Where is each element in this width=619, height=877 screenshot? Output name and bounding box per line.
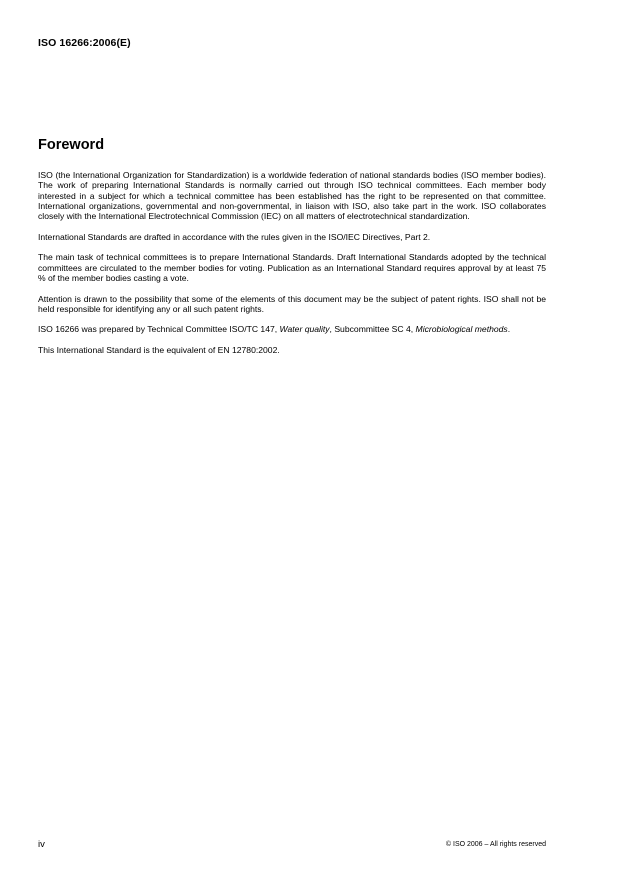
- page-title: Foreword: [38, 137, 105, 153]
- paragraph-prepared-by: [38, 324, 546, 334]
- paragraph-technical-committees: The main task of technical committees is to prepare International Standards. Draft International Standards adopted by the technical committees are circulated to the member bodies for voting. Publication as an International Standard requires approval by at least 75 % of the member bodies casting a vote.: [38, 252, 546, 283]
- paragraph-organization: ISO (the International Organization for Standardization) is a worldwide federation of national standards bodies (ISO member bodies). The work of preparing International Standards is normally carried out through ISO technical committees. Each member body interested in a subject for which a technical committee has been established has the right to be represented on that committee. International organizations, governmental and non-governmental, in liaison with ISO, also take part in the work. ISO collaborates closely with the International Electrotechnical Commission (IEC) on all matters of electrotechnical standardization.: [38, 170, 546, 222]
- copyright-notice: © ISO 2006 – All rights reserved: [445, 841, 546, 848]
- paragraph-equivalent: This International Standard is the equivalent of EN 12780:2002.: [38, 345, 280, 356]
- prepared-by-prefix: ISO 16266 was prepared by Technical Committee ISO/TC 147,: [38, 324, 280, 335]
- document-id: ISO 16266:2006(E): [38, 37, 131, 49]
- paragraph-patent-rights: Attention is drawn to the possibility that some of the elements of this document may be the subject of patent rights. ISO shall not be held responsible for identifying any or all such patent rights.: [38, 293, 546, 314]
- foreword-body: [38, 170, 546, 366]
- prepared-by-suffix: .: [507, 324, 511, 335]
- page-number: iv: [38, 839, 45, 850]
- committee-name: Water quality: [279, 324, 330, 335]
- paragraph-directives: International Standards are drafted in accordance with the rules given in the ISO/IEC Directives, Part 2.: [38, 231, 431, 242]
- subcommittee-name: Microbiological methods: [415, 324, 508, 335]
- prepared-by-middle: , Subcommittee SC 4,: [329, 324, 416, 335]
